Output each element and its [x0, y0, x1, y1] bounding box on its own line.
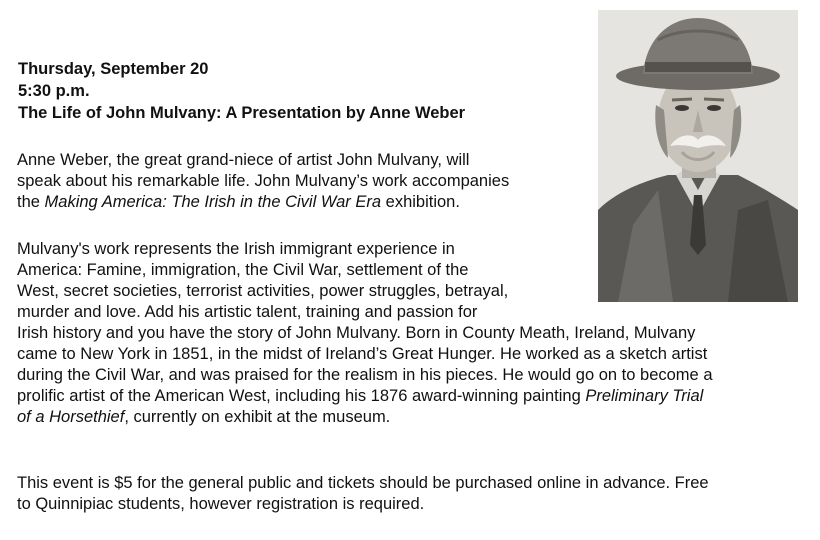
text-run: the — [17, 193, 45, 211]
text-line: Anne Weber, the great grand-niece of artist John Mulvany, will — [17, 151, 470, 169]
event-date: Thursday, September 20 — [18, 60, 209, 78]
exhibition-title: Making America: The Irish in the Civil War Era — [44, 193, 382, 211]
text-line: Mulvany's work represents the Irish immigrant experience in — [17, 240, 455, 258]
text-run: exhibition. — [381, 193, 460, 211]
text-line: during the Civil War, and was praised for the realism in his pieces. He would go on to become a — [17, 366, 713, 384]
event-time: 5:30 p.m. — [18, 82, 90, 100]
text-line — [17, 386, 817, 407]
text-line — [17, 192, 567, 213]
text-line: came to New York in 1851, in the midst of Ireland’s Great Hunger. He worked as a sketch artist — [17, 345, 708, 363]
text-line: America: Famine, immigration, the Civil War, settlement of the — [17, 261, 469, 279]
admission-paragraph — [17, 473, 817, 515]
text-line: speak about his remarkable life. John Mulvany’s work accompanies — [17, 172, 510, 190]
text-run: prolific artist of the American West, including his 1876 award-winning painting — [17, 387, 586, 405]
painting-title-part2: of a Horsethief — [17, 408, 125, 426]
text-line: murder and love. Add his artistic talent, training and passion for — [17, 303, 478, 321]
text-run: , currently on exhibit at the museum. — [124, 408, 391, 426]
text-line — [17, 407, 817, 428]
text-line: West, secret societies, terrorist activities, power struggles, betrayal, — [17, 282, 509, 300]
event-title: The Life of John Mulvany: A Presentation by Anne Weber — [18, 104, 466, 122]
event-header — [18, 58, 578, 124]
biography-paragraph — [17, 239, 817, 428]
intro-paragraph — [17, 150, 567, 213]
painting-title-part1: Preliminary Trial — [585, 387, 704, 405]
text-line: Irish history and you have the story of John Mulvany. Born in County Meath, Ireland, Mulvany — [17, 324, 696, 342]
text-line: to Quinnipiac students, however registration is required. — [17, 495, 425, 513]
text-line: This event is $5 for the general public and tickets should be purchased online in advance. Free — [17, 474, 709, 492]
